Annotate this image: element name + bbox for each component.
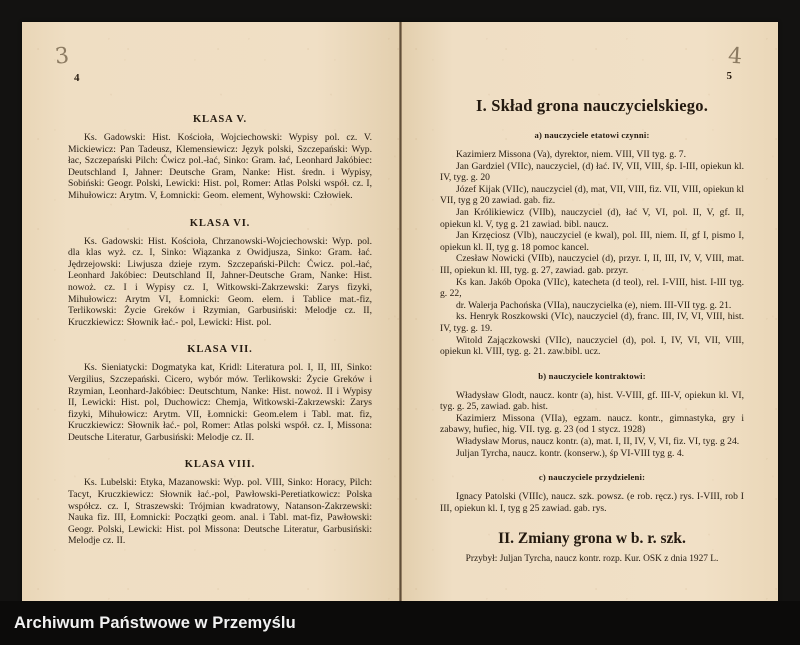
teacher-entry: Kazimierz Missona (VIIa), egzam. naucz. kontr., gimnastyka, gry i zabawy, hufiec, hig. VII. tyg. g. 23 (od 1 stycz. 1928) [440,412,744,436]
section-text-klasa-v: Ks. Gadowski: Hist. Kościoła, Wojciechowski: Wypisy pol. cz. V. Mickiewicz: Pan Tadeusz, Klemensiewicz: Język polski, Szczepański: Wyp. łac, Szczepański Pilch: Ćwicz pol.-łać, Sinko: Gram. łać, Leonhard Jakóbiec: Deutschland I, Jahner: Deutsche Gram, Nanke: Hist. średn. i Wypisy, Sobiński: Geogr. Polski, Lewicki: Hist. pol, Romer: Atlas Polski współ. cz. I, Mihułowicz: Arytm. V, Łomnicki: Geom. element, Wyhowski: Człowiek. [68,132,372,201]
section-heading-klasa-v: KLASA V. [192,114,248,125]
section-two-text: Przybył: Juljan Tyrcha, naucz kontr. rozp. Kur. OSK z dnia 1927 L. [465,554,719,565]
subsection-heading-etatowi: a) nauczyciele etatowi czynni: [534,130,650,140]
right-page [400,22,778,615]
section-two-title: II. Zmiany grona w b. r. szk. [498,530,686,548]
section-text-klasa-viii: Ks. Lubelski: Etyka, Mazanowski: Wyp. pol. VIII, Sinko: Horacy, Pilch: Tacyt, Kruczkiewicz: Słownik łać.-pol, Pawłowski-Peretiatkowicz: Polska współcz. cz. I, Straszewski: Trójmian kwadratowy, Natanson-Zakrzewski: Nauka fiz. III, Łomnicki: Początki geom. anal. i Tabl. mat-fiz, Pawłowski: Geogr. Polski, Lewicki: Hist. pol Missona: Deutsche Literatur, Garbusiński: Melodje cz. II. [68,477,372,547]
left-page-body [22,22,400,615]
left-page [22,22,400,615]
right-page-column [440,96,744,566]
subsection-heading-przydzieleni: c) nauczyciele przydzieleni: [538,472,646,483]
teacher-list-przydzieleni [440,491,744,514]
teacher-entry: Ignacy Patolski (VIIIc), naucz. szk. powsz. (e rob. ręcz.) rys. I-VIII, rob I III, opiekun kl. I, tyg g 25 zawiad. gab. rys. [440,491,744,514]
teacher-entry: Kazimierz Missona (Va), dyrektor, niem. VIII, VII tyg. g. 7. [456,149,686,160]
page-number-right: 5 [726,70,732,82]
subsection-heading-kontraktowi: b) nauczyciele kontraktowi: [538,370,646,381]
section-text-klasa-vi: Ks. Gadowski: Hist. Kościoła, Chrzanowski-Wojciechowski: Wyp. pol. dla klas wyż. cz. I, Sinko: Wiązanka z Owidjusza, Sinko: Gram. łać. Jędrzejowski: Liwjusza dzieje rzym. Szczepański-Pilch: Ćwicz. pol.-łać, Leonhard Jakóbiec: Deutschland II, Jahner-Deutsche Gram, Nanke: Hist. nowoż. cz. I i Wypisy cz. I, Witkowski-Zakrzewski: Zarys fizyki, Mihułowicz: Arytm VI, Łomnicki: Geom. elem. i Tablice mat.-fiz, Terlikowski: Życie Greków i Rzymian, Garbusiński: Melodje cz. II, Kruczkiewicz: Słownik łać.- pol, Lewicki: Hist. pol. [68,235,372,328]
teacher-entry: Czesław Nowicki (VIIb), nauczyciel (d), przyr. I, II, III, IV, V, VIII, mat. III, opiekun kl. III, tyg. g. 27, zawiad. gab. przyr. [440,253,744,276]
teacher-entry: Witold Zajączkowski (VIIc), nauczyciel (d), pol. I, IV, VI, VII, VIII, opiekun kl. VIII, tyg. g. 21. zaw.bibl. ucz. [440,334,744,358]
archive-watermark-text: Archiwum Państwowe w Przemyślu [14,613,296,632]
teacher-list-kontraktowi [440,390,744,460]
book-gutter [399,22,402,615]
left-page-column [68,114,372,547]
section-heading-klasa-vii: KLASA VII. [187,344,253,356]
section-heading-klasa-viii: KLASA VIII. [184,459,256,471]
teacher-entry: Władysław Glodt, naucz. kontr (a), hist. V-VIII, gf. III-V, opiekun kl. VI, tyg. g. 25, zawiad. gab. hist. [440,389,744,413]
teacher-entry: ks. Henryk Roszkowski (VIc), nauczyciel (d), franc. III, IV, VI, VIII, hist. IV, tyg. g. 19. [440,311,744,334]
teacher-list-etatowi [440,149,744,358]
teacher-entry: dr. Walerja Pachońska (VIIa), nauczycielka (e), niem. III-VII tyg. g. 21. [456,299,732,311]
section-heading-klasa-vi: KLASA VI. [189,217,251,229]
page-number-left: 4 [74,72,80,84]
handwritten-folio-note-left: 3 [53,43,71,70]
book-spread [22,22,778,615]
teacher-entry: Władysław Morus, naucz kontr. (a), mat. I, II, IV, V, VI, fiz. VI, tyg. g 24. [456,436,740,448]
archive-watermark-bar [0,601,800,645]
right-page-body [400,22,778,615]
teacher-entry: Józef Kijak (VIIc), nauczyciel (d), mat, VII, VIII, fiz. VII, VIII, opiekun kl VII, tyg g 20 zawiad. gab. fiz. [440,183,744,207]
teacher-entry: Jan Królikiewicz (VIIb), nauczyciel (d), łać V, VI, pol. II, V, gf. II, opiekun kl. V, tyg g. 21 zawiad. bibl. naucz. [440,206,744,230]
teacher-entry: Ks kan. Jakób Opoka (VIIc), katecheta (d teol), rel. I-VIII, hist. I-III tyg. g. 22, [440,276,744,300]
section-text-klasa-vii: Ks. Sieniatycki: Dogmatyka kat, Kridl: Literatura pol. I, II, III, Sinko: Vergilius, Szczepański. Cicero, wybór mów. Terlikowski: Życie Greków i Rzymian, Leonhard-Jakóbiec: Deutschtum, Nanke: Hist. nowoż. II i Wypisy II, Lewicki: Hist. pol, Duchowicz: Chemja, Witkowski-Zakrzewski: Zarys fizyki, Mihułowicz: Arytm. VII, Łomnicki: Geom.elem i Tabl. mat. fiz, Kruczkiewicz: Słownik łać.- pol, Romer: Atlas polski współ. cz. I, Missona: Deutsche Literatur, Garbusiński: Melodje cz. II. [68,362,372,443]
teacher-entry: Juljan Tyrcha, naucz. kontr. (konserw.), śp VI-VIII tyg g. 4. [456,447,685,459]
teacher-entry: Jan Gardziel (VIIc), nauczyciel, (d) łać. IV, VII, VIII, śp. I-III, opiekun kl. IV, tyg. g. 20 [440,160,744,184]
teacher-entry: Jan Krzęciosz (VIb), nauczyciel (e kwal), pol. III, niem. II, gf I, pismo I, opiekun kl. II, tyg g. 18 pomoc kancel. [440,230,744,253]
page-title: I. Skład grona nauczycielskiego. [475,96,709,115]
handwritten-folio-note-right: 4 [727,43,743,70]
